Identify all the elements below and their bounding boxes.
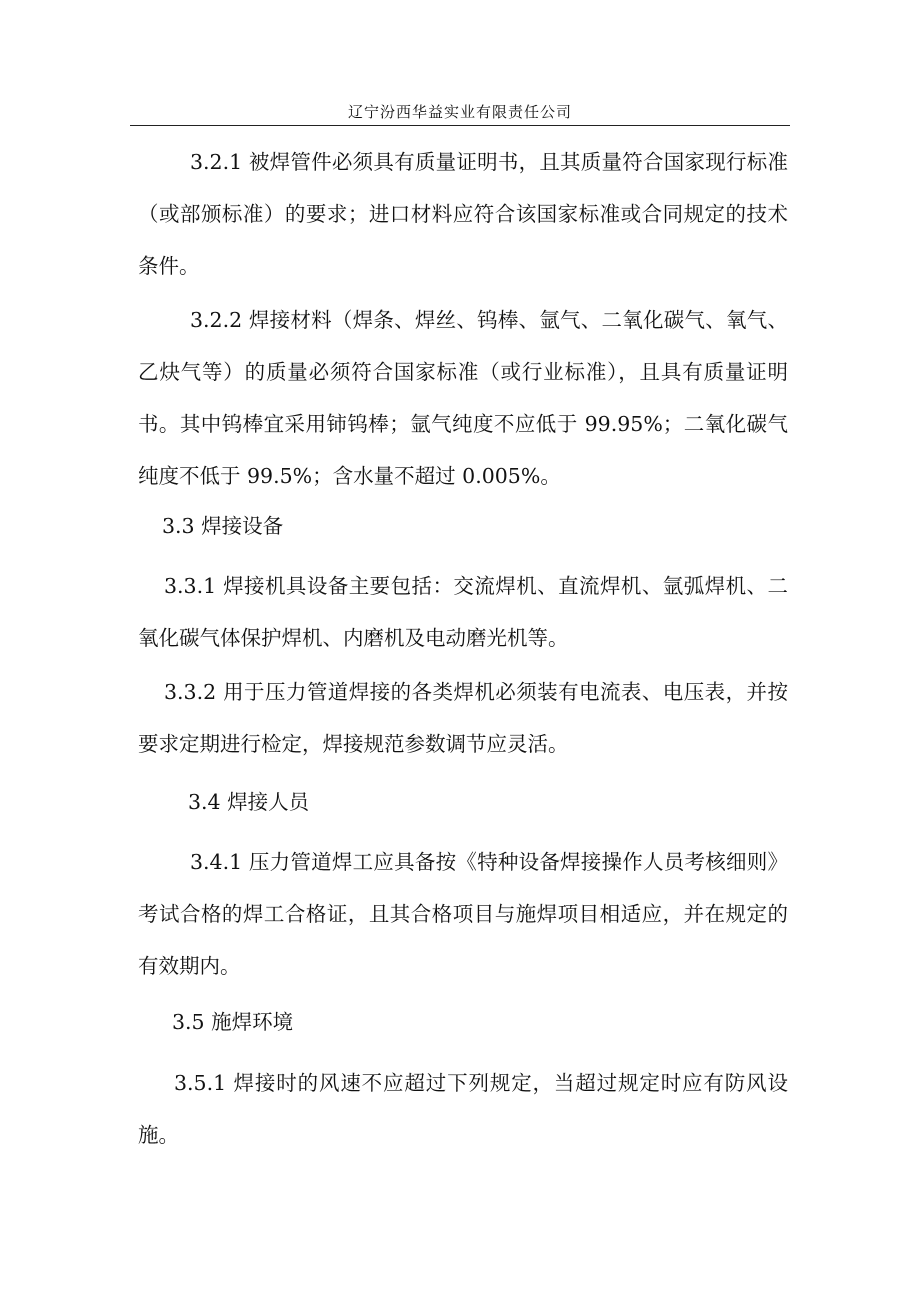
paragraph-3-4-1: 3.4.1 压力管道焊工应具备按《特种设备焊接操作人员考核细则》考试合格的焊工合格证，且其合格项目与施焊项目相适应，并在规定的有效期内。 xyxy=(138,850,788,978)
paragraph-3-3-1: 3.3.1 焊接机具设备主要包括：交流焊机、直流焊机、氩弧焊机、二氧化碳气体保护焊机、内磨机及电动磨光机等。 xyxy=(138,574,788,650)
page-header-company: 辽宁汾西华益实业有限责任公司 xyxy=(347,103,572,121)
paragraph-3-5-1: 3.5.1 焊接时的风速不应超过下列规定，当超过规定时应有防风设施。 xyxy=(138,1071,788,1147)
paragraph-3-3-2: 3.3.2 用于压力管道焊接的各类焊机必须装有电流表、电压表，并按要求定期进行检定，焊接规范参数调节应灵活。 xyxy=(138,680,788,756)
header-divider xyxy=(130,125,790,126)
paragraph-3-2-2: 3.2.2 焊接材料（焊条、焊丝、钨棒、氩气、二氧化碳气、氧气、乙炔气等）的质量必须符合国家标准（或行业标准），且具有质量证明书。其中钨棒宜采用铈钨棒；氩气纯度不应低于 99.95%；二氧化碳气纯度不低于 99.5%；含水量不超过 0.005%。 xyxy=(138,308,788,488)
heading-3-4: 3.4 焊接人员 xyxy=(188,790,310,814)
paragraph-3-2-1: 3.2.1 被焊管件必须具有质量证明书，且其质量符合国家现行标准（或部颁标准）的要求；进口材料应符合该国家标准或合同规定的技术条件。 xyxy=(138,150,788,278)
heading-3-3: 3.3 焊接设备 xyxy=(162,514,284,538)
heading-3-5: 3.5 施焊环境 xyxy=(172,1010,294,1034)
